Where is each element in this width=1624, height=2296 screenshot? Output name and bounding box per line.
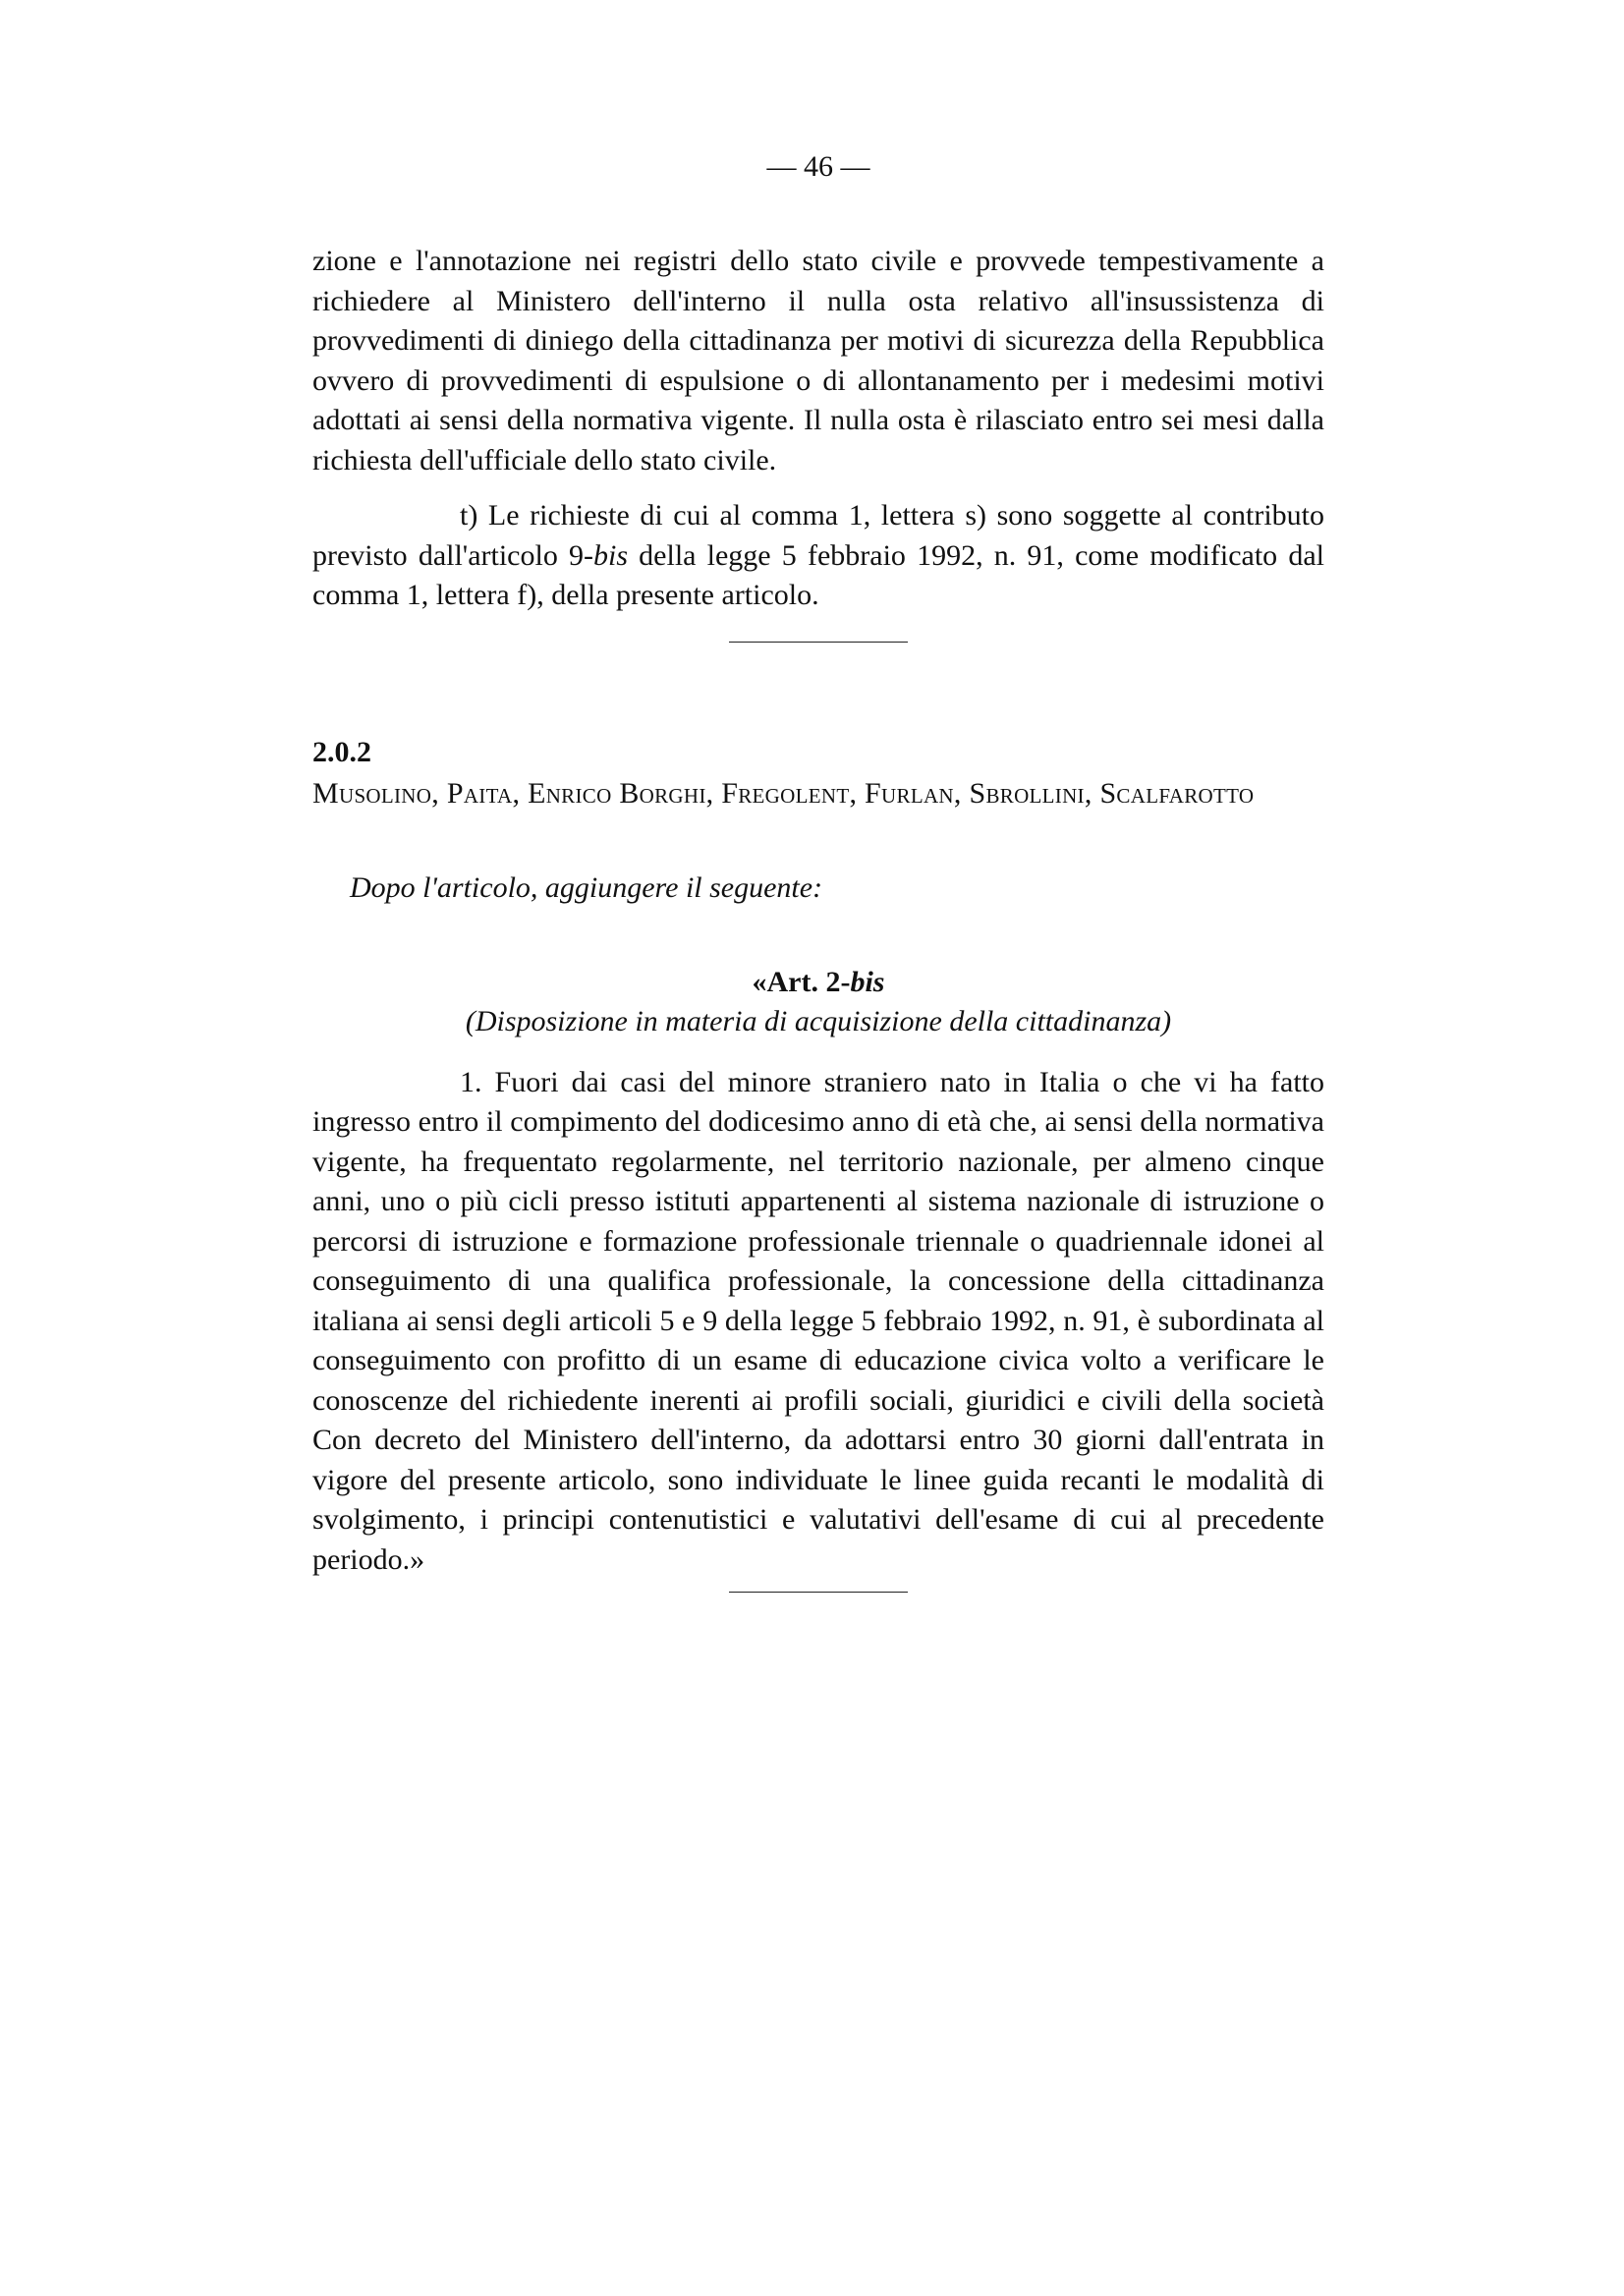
amendment-number: 2.0.2	[312, 735, 371, 768]
page-number: — 46 —	[766, 150, 870, 183]
continuation-paragraph: zione e l'annotazione nei registri dello stato civile e provvede tempestivamente a richiedere al Ministero dell'interno il nulla osta relativo all'insussistenza di provvedimenti di diniego della cittadinanza per motivi di sicurezza della Repubblica ovvero di provvedimenti di espulsione o di allontanamento per i medesimi motivi adottati ai sensi della normativa vigente. Il nulla osta è rilasciato entro sei mesi dalla richiesta dell'ufficiale dello stato civile.	[312, 245, 1324, 476]
article-title-prefix: «Art. 2-	[752, 965, 851, 998]
article-body: 1. Fuori dai casi del minore straniero nato in Italia o che vi ha fatto ingresso entro il compimento del dodicesimo anno di età che, ai sensi della normativa vigente, ha frequentato regolarmente, nel territorio nazionale, per almeno cinque anni, uno o più cicli presso istituti appartenenti al sistema nazionale di istruzione o percorsi di istruzione e formazione professionale triennale o quadriennale idonei al conseguimento di una qualifica professionale, la concessione della cittadinanza italiana ai sensi degli articoli 5 e 9 della legge 5 febbraio 1992, n. 91, è subordinata al conseguimento con profitto di un esame di educazione civica volto a verificare le conoscenze del richiedente inerenti ai profili sociali, giuridici e civili della società Con decreto del Ministero dell'interno, da adottarsi entro 30 giorni dall'entrata in vigore del presente articolo, sono individuate le linee guida recanti le modalità di svolgimento, i principi contenutistici e valutativi dell'esame di cui al precedente periodo.»	[312, 1065, 1324, 1576]
paragraph-t-before: t) Le richieste di cui al comma 1, lettera s) sono soggette al contributo previsto dall'articolo 9-	[312, 499, 1324, 572]
paragraph-t	[312, 496, 1324, 616]
paragraph-t-italic: bis	[593, 538, 629, 572]
paragraph-t-after: della legge 5 febbraio 1992, n. 91, come modificato dal comma 1, lettera f), della presente articolo.	[312, 538, 1324, 611]
section-divider	[729, 642, 908, 643]
document-page	[312, 147, 1324, 1593]
article-title-italic: bis	[850, 965, 885, 998]
amendment-authors: Musolino, Paita, Enrico Borghi, Fregolent, Furlan, Sbrollini, Scalfarotto	[312, 776, 1255, 810]
amendment-instruction: Dopo l'articolo, aggiungere il seguente:	[350, 870, 823, 904]
article-subtitle: (Disposizione in materia di acquisizione della cittadinanza)	[465, 1004, 1172, 1037]
article-title	[312, 963, 1324, 1002]
end-divider	[729, 1592, 908, 1593]
